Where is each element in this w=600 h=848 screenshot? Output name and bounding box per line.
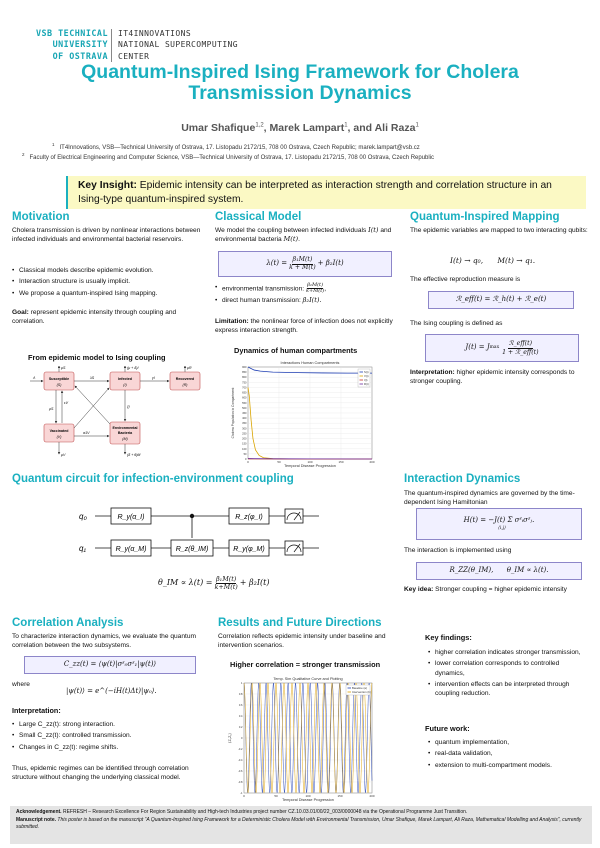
y-tick-label: 0.6 [238, 704, 243, 707]
poster-title [0, 62, 600, 104]
quantum-circuit [75, 500, 325, 562]
fraction-denominator: 1 + ℛ_eff(t) [502, 348, 539, 356]
legend-label: S(t) [364, 370, 369, 374]
compartment-infected [110, 372, 140, 390]
chart-ylabel: Cholera Population in Compartment [231, 387, 235, 439]
fraction-numerator: ℛ_eff(t) [508, 340, 533, 348]
motivation-title: Motivation [12, 211, 70, 223]
y-tick-label: 850 [242, 371, 247, 375]
interaction-impl-text: The interaction is implemented using [404, 547, 512, 554]
list-item: • Large C_zz(t): strong interaction. [12, 720, 207, 729]
y-tick-label: 0.4 [238, 715, 243, 718]
human-compartments-chart [228, 358, 376, 470]
key-insight-text: Epidemic intensity can be interpreted as interaction strength and correlation structure in an Ising-type quantum-inspired system. [78, 180, 552, 206]
y-tick-label: 450 [242, 412, 247, 415]
y-tick-label: 150 [242, 442, 247, 446]
ms-text: This poster is based on the manuscript “A Quantum-Inspired Ising Framework for a Deterministic Cholera Model with Environmental Transmission, Umar Shafique, Marek Lampart, Ali Raza, Mathematical Modelling and Analysis”, currently submitted. [16, 816, 582, 830]
list-item: • Small C_zz(t): controlled transmission. [12, 731, 207, 740]
limitation-label: Limitation: [215, 318, 249, 325]
qubit-mapping-equation: I(t) → q₀, M(t) → q₁. [450, 256, 536, 265]
key-idea-label: Key idea: [404, 586, 434, 593]
compartment-symbol: (M) [122, 437, 128, 441]
gate-label: R_y(α_M) [115, 546, 147, 553]
list-item: • Changes in C_zz(t): regime shifts. [12, 743, 207, 752]
motivation-goal [12, 308, 202, 327]
compartment-symbol: (S) [56, 383, 62, 387]
title-line-1: Quantum-Inspired Ising Framework for Cholera [81, 61, 519, 83]
fraction-denominator: k+M(t) [214, 583, 238, 592]
y-tick-label: 650 [242, 391, 247, 395]
chart-ylabel: ⟨Z₀Z₁⟩ [228, 733, 232, 743]
x-tick-label: 100 [305, 794, 311, 798]
y-tick-label: 400 [242, 417, 247, 421]
correlation-outro: Thus, epidemic regimes can be identified through correlation structure without changing the underlying classical model. [12, 765, 189, 782]
x-tick-label: 200 [369, 460, 375, 464]
y-tick-label: -0.2 [238, 748, 243, 751]
affiliation-text: Faculty of Electrical Engineering and Computer Science, VSB—Technical University of Ostrava, 17. Listopadu 2172/15, 708 00 Ostrava, Czech Republic [29, 155, 435, 161]
y-tick-label: 900 [242, 366, 247, 369]
ms-label: Manuscript note. [16, 816, 57, 823]
ising-coupling-equation: J(t) = J max ℛ_eff(t) 1 + ℛ_eff(t) [425, 334, 579, 362]
compartment-symbol: (R) [182, 383, 188, 387]
affiliation-2 [22, 152, 434, 162]
list-item: • extension to multi-compartment models. [428, 761, 590, 770]
x-tick-label: 150 [337, 794, 343, 798]
mapping-interpretation [410, 368, 590, 387]
compartment-label: Susceptible [48, 377, 70, 381]
y-tick-label: 300 [242, 427, 247, 431]
hamiltonian-equation: H(t) = −J(t) Σ σᶻᵢσᶻⱼ. ⟨i,j⟩ [416, 508, 582, 540]
list-item: • higher correlation indicates stronger transmission, [428, 648, 590, 657]
y-tick-label: 0.8 [238, 693, 243, 696]
vsb-logo [12, 28, 108, 64]
fraction-numerator: β₁M(t) [292, 255, 313, 263]
y-tick-label: -0.8 [238, 781, 243, 784]
y-tick-label: 750 [242, 381, 247, 385]
qubit-label: q₁ [79, 544, 86, 553]
affiliation-1 [52, 142, 420, 152]
author-affiliation: 1,2 [255, 122, 264, 129]
logo-institute-line: NATIONAL SUPERCOMPUTING [118, 40, 238, 50]
y-tick-label: 500 [242, 406, 247, 410]
list-item: • Classical models describe epidemic evolution. [12, 266, 202, 275]
measurement-icon [285, 541, 303, 555]
ack-text: REFRESH – Research Excellence For Region Sustainability and High-tech Industries project number CZ.10.03.01/00/22_003/0000048 via the Operational Programme Just Transition. [61, 809, 468, 815]
legend-label: I(t) [364, 378, 368, 382]
correlation-chart [226, 674, 376, 804]
circuit-coupling-equation: θ_IM ∝ λ(t) = $\frac{\text{β₁M(t)}}{k+M(t)}$ + β₂I(t) [158, 575, 270, 592]
compartment-diagram [10, 366, 210, 466]
y-tick-label: 200 [242, 437, 247, 441]
y-tick-label: -0.6 [238, 770, 243, 773]
y-tick-label: 100 [242, 447, 247, 451]
compartment-symbol: (V) [56, 435, 62, 439]
where-text: where [12, 681, 30, 688]
y-tick-label: 0.2 [238, 726, 243, 729]
compartment-vaccinated [44, 424, 74, 442]
footer-box [10, 806, 592, 844]
x-tick-label: 150 [338, 460, 344, 464]
edge-label: Λ [33, 376, 36, 380]
title-line-2: Transmission Dynamics [188, 82, 412, 105]
y-tick-label: 1 [241, 682, 243, 685]
legend-label: Intervention (b) [352, 690, 371, 694]
chart-inner-title: Interactions Human Compartments [280, 361, 340, 365]
goal-text: represent epidemic intensity through coupling and correlation. [12, 309, 177, 326]
goal-label: Goal: [12, 309, 29, 316]
edge-label: (μ + δ)I [127, 366, 139, 370]
interpretation-label: Interpretation: [410, 369, 455, 376]
rzz-equation: R_ZZ(θ_IM), θ_IM ∝ λ(t). [416, 562, 582, 580]
compartment-label: Vaccinated [49, 429, 69, 433]
author-name: Marek Lampart [269, 122, 345, 134]
classical-bullets [215, 283, 400, 307]
y-tick-label: 600 [242, 396, 247, 400]
qubit-label: q₀ [79, 512, 87, 521]
gate-label: R_y(α_I) [117, 514, 145, 521]
edge-label: (δ + θ)M [127, 453, 141, 457]
x-tick-label: 50 [274, 794, 278, 798]
y-tick-label: 550 [242, 401, 247, 405]
state-equation: |ψ(t)⟩ = e^(−iH(t)Δt)|ψ₀⟩. [66, 687, 157, 695]
compartment-susceptible [44, 372, 74, 390]
compartment-label: Environmental [112, 426, 138, 430]
interpretation-text: higher epidemic intensity corresponds to stronger coupling. [410, 369, 575, 386]
plot-title: Dynamics of human compartments [234, 346, 358, 355]
logo-institute-line: IT4INNOVATIONS [118, 29, 192, 38]
edge-label: λS [90, 376, 95, 380]
y-tick-label: -1 [240, 792, 243, 795]
y-tick-label: -0.4 [238, 759, 243, 762]
manuscript-note [16, 817, 586, 832]
measurement-icon [285, 509, 303, 523]
correlation-intro: To characterize interaction dynamics, we evaluate the quantum correlation between the two subsystems. [12, 633, 196, 650]
control-dot [190, 514, 194, 518]
results-plot-title: Higher correlation = stronger transmission [230, 660, 381, 669]
results-title: Results and Future Directions [218, 617, 382, 629]
fraction-numerator: β₁M(t) [307, 282, 324, 288]
list-item: • environmental transmission: $\frac{\text{β₁M(t)}}{k+M(t)}$ , [215, 283, 400, 294]
x-tick-label: 0 [247, 460, 249, 464]
correlation-bullets [12, 720, 207, 754]
key-idea-text: Stronger coupling = higher epidemic intensity [433, 586, 567, 593]
compartment-label: Recovered [175, 377, 195, 381]
fraction-denominator: k+M(t) [305, 288, 325, 294]
math-inline: M(t) [283, 235, 299, 244]
edge-label: ρS [49, 407, 54, 411]
author-affiliation: 1 [415, 122, 419, 129]
motivation-bullets [12, 266, 202, 300]
findings-bullets [428, 648, 590, 701]
logo-university-line: OF OSTRAVA [52, 50, 108, 61]
limitation-text: the nonlinear force of infection does not explicitly express interaction strength. [215, 318, 393, 335]
y-tick-label: 0 [241, 737, 243, 740]
chart-inner-title: Temp. Sim Qualitative Curve and Plotting [273, 677, 343, 681]
force-of-infection-equation: λ(t) = $\frac{\text{β₁M(t)}}{k + M(t)}$ + β₂I(t) [218, 251, 392, 277]
gate-label: R_y(φ_M) [233, 546, 265, 553]
logo-institute-line: CENTER [118, 51, 150, 61]
logo-university-line: VSB TECHNICAL [35, 28, 108, 38]
list-item: • lower correlation corresponds to controlled dynamics, [428, 659, 590, 678]
y-tick-label: 0 [245, 458, 247, 461]
it4i-logo [118, 28, 238, 62]
fraction-denominator: k + M(t) [289, 263, 316, 271]
edge-label: μV [61, 453, 66, 457]
compartment-label: Bacteria [117, 431, 133, 435]
circuit-title: Quantum circuit for infection-environment coupling [12, 473, 294, 485]
math-inline: I(t) [368, 226, 379, 234]
interaction-key-idea [404, 585, 588, 594]
results-intro: Correlation reflects epidemic intensity under baseline and intervention scenarios. [218, 633, 386, 650]
list-item: • We propose a quantum-inspired Ising mapping. [12, 289, 202, 298]
edge-label: ξI [127, 405, 130, 409]
list-item: • direct human transmission: β₂I(t). [215, 296, 400, 305]
key-insight-label: Key Insight: [78, 180, 137, 191]
repro-text: The effective reproduction measure is [410, 276, 521, 283]
authors: Umar Shafique$^{1,2}$, Marek Lampart$^1$, and Ali Raza$^1$ [181, 122, 419, 134]
motivation-intro: Cholera transmission is driven by nonlinear interactions between infected individuals and environmental bacterial reservoirs. [12, 227, 201, 244]
ack-label: Acknowledgement. [16, 809, 62, 815]
compartment-symbol: (I) [123, 383, 127, 387]
edge-label: γI [152, 376, 155, 380]
edge-label: μS [61, 366, 66, 370]
y-tick-label: 350 [242, 422, 247, 426]
correlation-equation: C_zz(t) = ⟨ψ(t)|σᶻ₀σᶻ₁|ψ(t)⟩ [24, 656, 196, 674]
author-affiliation: 1 [344, 122, 348, 129]
x-tick-label: 100 [307, 460, 313, 464]
future-title: Future work: [425, 724, 470, 733]
author-separator: , and [347, 122, 375, 134]
mapping-title: Quantum-Inspired Mapping [410, 211, 560, 223]
findings-title: Key findings: [425, 633, 472, 642]
y-tick-label: 250 [242, 432, 247, 436]
mapping-intro: The epidemic variables are mapped to two interacting qubits: [410, 227, 588, 234]
reproduction-equation: ℛ_eff(t) = ℛ_h(t) + ℛ_e(t) [428, 291, 574, 309]
chart-xlabel: Temporal Disease Progression [282, 798, 334, 802]
edge-label: εV [64, 401, 68, 405]
compartment-recovered [170, 372, 200, 390]
classical-limitation [215, 317, 400, 336]
legend-label: R(t) [364, 382, 369, 386]
chart-xlabel: Temporal Disease Progression [284, 464, 336, 468]
y-tick-label: 800 [242, 376, 247, 380]
x-tick-label: 50 [277, 460, 281, 464]
classical-intro: We model the coupling between infected individuals I(t) and environmental bacteria M(t). [215, 226, 392, 244]
future-bullets [428, 738, 590, 772]
gate-label: R_z(θ_IM) [175, 546, 209, 553]
edge-label: σ1V [83, 431, 90, 435]
diagram-title: From epidemic model to Ising coupling [28, 353, 166, 362]
classical-title: Classical Model [215, 211, 302, 223]
acknowledgement [16, 809, 586, 817]
list-item: • quantum implementation, [428, 738, 590, 747]
interaction-title: Interaction Dynamics [404, 473, 521, 485]
legend-label: V(t) [364, 374, 369, 378]
logo-university-line: UNIVERSITY [52, 39, 108, 50]
list-item: • Interaction structure is usually implicit. [12, 277, 202, 286]
compartment-label: Infected [118, 377, 132, 381]
affiliation-text: IT4Innovations, VSB—Technical University of Ostrava, 17. Listopadu 2172/15, 708 00 Ostrava, Czech Republic; marek.lampart@vsb.cz [59, 145, 420, 151]
edge-label: μR [187, 366, 192, 370]
correlation-interpretation-title: Interpretation: [12, 706, 61, 715]
fraction-numerator: β₁M(t) [215, 575, 237, 583]
author-name: Umar Shafique [181, 122, 256, 134]
affiliation-number: 2 [22, 152, 25, 157]
legend-label: Baseline (a) [352, 686, 367, 690]
list-item: • intervention effects can be interpreted through coupling reduction. [428, 680, 590, 699]
y-tick-label: 700 [242, 386, 247, 390]
ising-text: The Ising coupling is defined as [410, 320, 503, 327]
logo-divider [111, 29, 112, 62]
y-tick-label: 50 [243, 452, 247, 456]
affiliation-number: 1 [52, 142, 55, 147]
correlation-title: Correlation Analysis [12, 617, 124, 629]
x-tick-label: 0 [243, 794, 245, 798]
list-item: • real-data validation, [428, 749, 590, 758]
author-name: Ali Raza [374, 122, 416, 134]
interaction-intro: The quantum-inspired dynamics are governed by the time-dependent Ising Hamiltonian [404, 490, 575, 507]
gate-label: R_z(φ_I) [235, 514, 263, 521]
key-insight-box [66, 176, 586, 209]
x-tick-label: 200 [369, 794, 375, 798]
